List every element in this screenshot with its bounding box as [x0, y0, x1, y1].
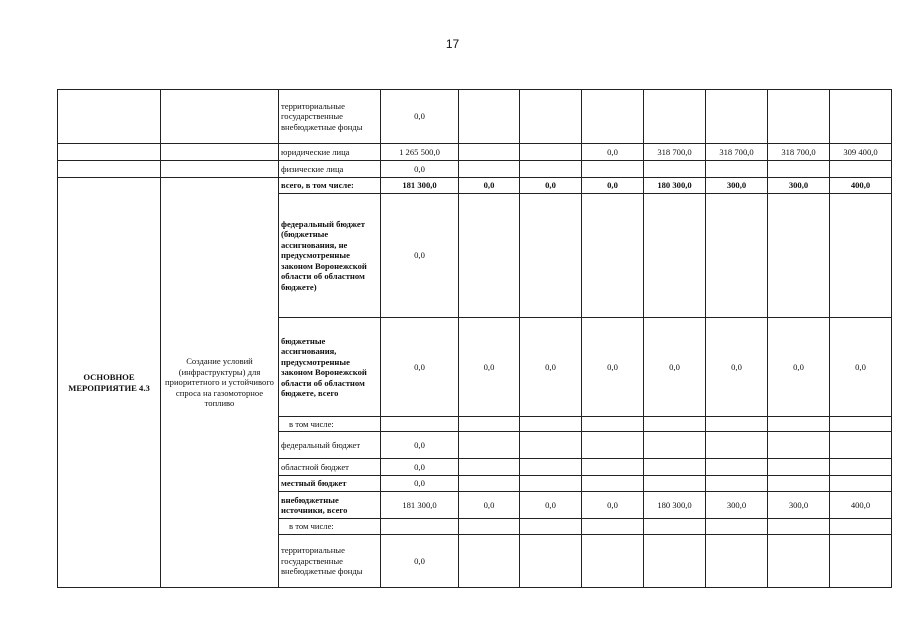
- year-value: [520, 90, 582, 144]
- year-value: [830, 535, 892, 588]
- total-value: [381, 417, 459, 432]
- total-value: 0,0: [381, 432, 459, 459]
- year-value: 400,0: [830, 178, 892, 194]
- description-cell-empty: [161, 144, 279, 161]
- total-value: 0,0: [381, 476, 459, 492]
- description-cell-empty: [161, 90, 279, 144]
- year-value: [830, 161, 892, 178]
- funding-source-label: физические лица: [279, 161, 381, 178]
- year-value: 0,0: [830, 318, 892, 417]
- year-value: 0,0: [582, 178, 644, 194]
- year-value: [582, 161, 644, 178]
- year-value: 0,0: [459, 178, 520, 194]
- year-value: [706, 535, 768, 588]
- year-value: [520, 161, 582, 178]
- total-value: 0,0: [381, 161, 459, 178]
- funding-source-label: в том числе:: [279, 519, 381, 535]
- year-value: 0,0: [644, 318, 706, 417]
- year-value: [582, 519, 644, 535]
- funding-source-label: юридические лица: [279, 144, 381, 161]
- year-value: [706, 90, 768, 144]
- measure-description: Создание условий (инфраструктуры) для приоритетного и устойчивого спроса на газомоторное топливо: [161, 178, 279, 588]
- year-value: 180 300,0: [644, 178, 706, 194]
- year-value: 0,0: [582, 318, 644, 417]
- total-value: [381, 519, 459, 535]
- year-value: 300,0: [706, 492, 768, 519]
- year-value: [582, 476, 644, 492]
- year-value: [706, 476, 768, 492]
- year-value: [768, 535, 830, 588]
- year-value: [459, 417, 520, 432]
- year-value: 309 400,0: [830, 144, 892, 161]
- year-value: 318 700,0: [706, 144, 768, 161]
- total-value: 181 300,0: [381, 492, 459, 519]
- year-value: 300,0: [706, 178, 768, 194]
- year-value: 0,0: [459, 492, 520, 519]
- year-value: 300,0: [768, 492, 830, 519]
- year-value: [830, 417, 892, 432]
- year-value: [644, 161, 706, 178]
- year-value: [706, 194, 768, 318]
- funding-source-label: внебюджетные источники, всего: [279, 492, 381, 519]
- year-value: [768, 459, 830, 476]
- year-value: [582, 432, 644, 459]
- funding-source-label: федеральный бюджет (бюджетные ассигнования, не предусмотренные законом Воронежской области об областном бюджете): [279, 194, 381, 318]
- year-value: [520, 417, 582, 432]
- measure-title: ОСНОВНОЕ МЕРОПРИЯТИЕ 4.3: [58, 178, 161, 588]
- year-value: [582, 459, 644, 476]
- measure-cell-empty: [58, 161, 161, 178]
- budget-table-body: [58, 90, 892, 588]
- total-value: 0,0: [381, 535, 459, 588]
- year-value: [830, 194, 892, 318]
- year-value: [520, 459, 582, 476]
- year-value: [706, 459, 768, 476]
- year-value: 300,0: [768, 178, 830, 194]
- year-value: [830, 476, 892, 492]
- year-value: [768, 476, 830, 492]
- year-value: [768, 417, 830, 432]
- year-value: [830, 459, 892, 476]
- total-value: 0,0: [381, 459, 459, 476]
- total-value: 0,0: [381, 90, 459, 144]
- year-value: [706, 161, 768, 178]
- funding-source-label: всего, в том числе:: [279, 178, 381, 194]
- year-value: [644, 459, 706, 476]
- year-value: 0,0: [520, 318, 582, 417]
- table-row: [58, 161, 892, 178]
- year-value: [768, 519, 830, 535]
- funding-source-label: в том числе:: [279, 417, 381, 432]
- table-row: [58, 90, 892, 144]
- budget-table: [57, 89, 892, 588]
- year-value: [706, 432, 768, 459]
- funding-source-label: территориальные государственные внебюджетные фонды: [279, 535, 381, 588]
- total-value: 0,0: [381, 194, 459, 318]
- table-row: [58, 144, 892, 161]
- year-value: [459, 519, 520, 535]
- total-value: 181 300,0: [381, 178, 459, 194]
- year-value: [520, 144, 582, 161]
- year-value: [459, 90, 520, 144]
- year-value: [582, 194, 644, 318]
- measure-cell-empty: [58, 144, 161, 161]
- description-cell-empty: [161, 161, 279, 178]
- year-value: 0,0: [768, 318, 830, 417]
- year-value: [644, 432, 706, 459]
- year-value: [520, 432, 582, 459]
- year-value: 0,0: [582, 492, 644, 519]
- year-value: [644, 417, 706, 432]
- year-value: [768, 194, 830, 318]
- year-value: [582, 90, 644, 144]
- year-value: [520, 476, 582, 492]
- year-value: [459, 535, 520, 588]
- total-value: 1 265 500,0: [381, 144, 459, 161]
- year-value: [459, 459, 520, 476]
- year-value: [768, 432, 830, 459]
- measure-cell-empty: [58, 90, 161, 144]
- funding-source-label: территориальные государственные внебюджетные фонды: [279, 90, 381, 144]
- total-value: 0,0: [381, 318, 459, 417]
- year-value: [706, 519, 768, 535]
- year-value: [520, 194, 582, 318]
- year-value: [644, 90, 706, 144]
- year-value: [644, 535, 706, 588]
- year-value: 318 700,0: [768, 144, 830, 161]
- year-value: 0,0: [582, 144, 644, 161]
- year-value: [644, 476, 706, 492]
- year-value: [582, 535, 644, 588]
- year-value: [459, 161, 520, 178]
- funding-source-label: местный бюджет: [279, 476, 381, 492]
- year-value: 180 300,0: [644, 492, 706, 519]
- funding-source-label: бюджетные ассигнования, предусмотренные законом Воронежской области об областном бюджете, всего: [279, 318, 381, 417]
- year-value: [768, 161, 830, 178]
- table-row: [58, 178, 892, 194]
- year-value: 318 700,0: [644, 144, 706, 161]
- year-value: 0,0: [706, 318, 768, 417]
- year-value: [520, 519, 582, 535]
- year-value: [830, 519, 892, 535]
- year-value: [644, 194, 706, 318]
- year-value: [830, 90, 892, 144]
- year-value: [459, 144, 520, 161]
- year-value: 400,0: [830, 492, 892, 519]
- page-number: 17: [445, 37, 460, 51]
- year-value: [768, 90, 830, 144]
- year-value: [644, 519, 706, 535]
- year-value: [459, 194, 520, 318]
- year-value: [459, 476, 520, 492]
- year-value: 0,0: [520, 178, 582, 194]
- year-value: [582, 417, 644, 432]
- funding-source-label: областной бюджет: [279, 459, 381, 476]
- year-value: [830, 432, 892, 459]
- year-value: 0,0: [520, 492, 582, 519]
- funding-source-label: федеральный бюджет: [279, 432, 381, 459]
- year-value: [459, 432, 520, 459]
- year-value: 0,0: [459, 318, 520, 417]
- year-value: [520, 535, 582, 588]
- year-value: [706, 417, 768, 432]
